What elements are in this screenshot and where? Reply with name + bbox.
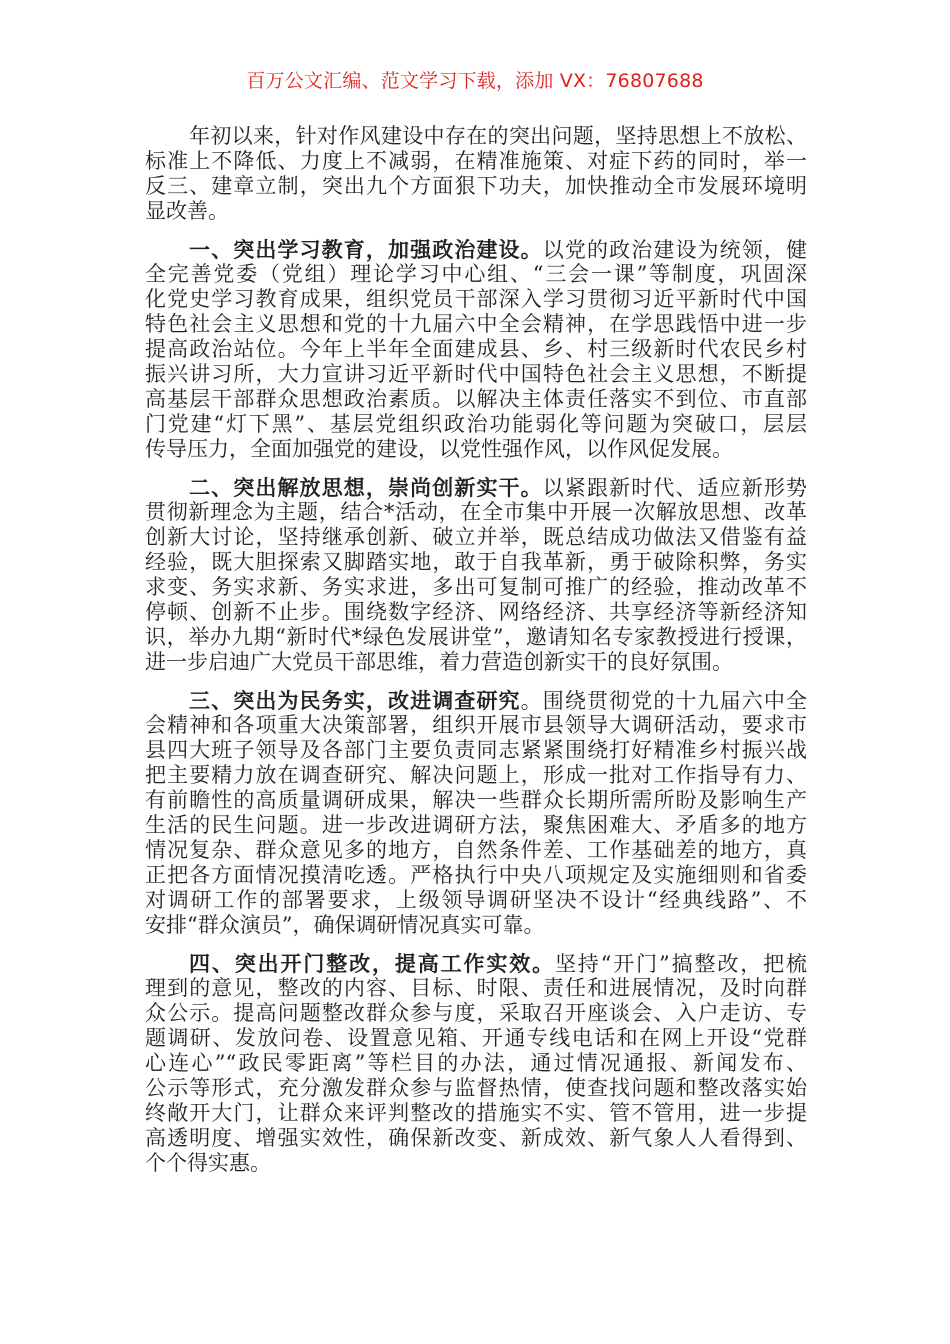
line-text: 个个得实惠。: [145, 1151, 271, 1175]
line-text: 题调研、发放问卷、设置意见箱、开通专线电话和在网上开设“党群: [145, 1026, 807, 1050]
text-line: [145, 625, 807, 650]
text-line: [145, 337, 807, 362]
text-line: [145, 1076, 807, 1101]
text-line: [145, 550, 807, 575]
section-heading: 三、突出为民务实，改进调查研究: [189, 688, 521, 713]
text-line: [145, 813, 807, 838]
line-text: 生活的民生问题。进一步改进调研方法，聚焦困难大、矛盾多的地方: [145, 813, 807, 837]
section-heading: 四、突出开门整改，提高工作实效。: [189, 951, 555, 976]
text-line: [145, 838, 807, 863]
line-text: 以党的政治建设为统领，健: [542, 238, 808, 262]
text-line: [145, 199, 807, 224]
line-text: 把主要精力放在调查研究、解决问题上，形成一批对工作指导有力、: [145, 763, 807, 787]
text-line: [145, 1101, 807, 1126]
paragraph: [145, 951, 807, 1176]
line-text: 求变、务实求新、务实求进，多出可复制可推广的经验，推动改革不: [145, 575, 807, 599]
line-text: 众公示。提高问题整改群众参与度，采取召开座谈会、入户走访、专: [145, 1001, 807, 1025]
line-text: 特色社会主义思想和党的十九届六中全会精神，在学思践悟中进一步: [145, 312, 807, 336]
text-line: [145, 650, 807, 675]
line-text: 高基层干部群众思想政治素质。以解决主体责任落实不到位、市直部: [145, 387, 807, 411]
line-text: 传导压力，全面加强党的建设，以党性强作风，以作风促发展。: [145, 437, 733, 461]
text-line: [145, 951, 807, 976]
text-line: [145, 976, 807, 1001]
document-body: [145, 124, 807, 1189]
line-text: 正把各方面情况摸清吃透。严格执行中央八项规定及实施细则和省委: [145, 863, 807, 887]
line-text: 以紧跟新时代、适应新形势: [542, 476, 808, 500]
line-text: 化党史学习教育成果，组织党员干部深入学习贯彻习近平新时代中国: [145, 287, 807, 311]
line-text: 。围绕贯彻党的十九届六中全: [520, 689, 808, 713]
text-line: [145, 262, 807, 287]
text-line: [145, 788, 807, 813]
paragraph: [145, 475, 807, 675]
text-line: [145, 1026, 807, 1051]
line-text: 反三、建章立制，突出九个方面狠下功夫，加快推动全市发展环境明: [145, 174, 807, 198]
text-line: [145, 713, 807, 738]
line-text: 创新大讨论，坚持继承创新、破立并举，既总结成功做法又借鉴有益: [145, 525, 807, 549]
line-text: 坚持“开门”搞整改，把梳: [554, 952, 807, 976]
paragraph: [145, 688, 807, 938]
line-text: 经验，既大胆探索又脚踏实地，敢于自我革新，勇于破除积弊，务实: [145, 550, 807, 574]
line-text: 识，举办九期“新时代*绿色发展讲堂”，邀请知名专家教授进行授课，: [145, 625, 807, 649]
paragraph: [145, 124, 807, 224]
line-text: 标准上不降低、力度上不减弱，在精准施策、对症下药的同时，举一: [145, 149, 807, 173]
text-line: [145, 124, 807, 149]
line-text: 心连心”“政民零距离”等栏目的办法，通过情况通报、新闻发布、: [145, 1051, 807, 1075]
line-text: 理到的意见，整改的内容、目标、时限、责任和进展情况，及时向群: [145, 976, 807, 1000]
line-text: 县四大班子领导及各部门主要负责同志紧紧围绕打好精准乡村振兴战: [145, 738, 807, 762]
text-line: [145, 387, 807, 412]
text-line: [145, 287, 807, 312]
line-text: 全完善党委（党组）理论学习中心组、“三会一课”等制度，巩固深: [145, 262, 807, 286]
text-line: [145, 475, 807, 500]
text-line: [145, 1001, 807, 1026]
section-heading: 一、突出学习教育，加强政治建设。: [189, 237, 543, 262]
text-line: [145, 575, 807, 600]
line-text: 会精神和各项重大决策部署，组织开展市县领导大调研活动，要求市: [145, 713, 807, 737]
line-text: 门党建“灯下黑”、基层党组织政治功能弱化等问题为突破口，层层: [145, 412, 807, 436]
text-line: [145, 412, 807, 437]
text-line: [145, 525, 807, 550]
text-line: [145, 738, 807, 763]
line-text: 贯彻新理念为主题，结合*活动，在全市集中开展一次解放思想、改革: [145, 500, 807, 524]
text-line: [145, 237, 807, 262]
paragraph: [145, 237, 807, 462]
text-line: [145, 863, 807, 888]
text-line: [145, 149, 807, 174]
text-line: [145, 888, 807, 913]
line-text: 振兴讲习所，大力宣讲习近平新时代中国特色社会主义思想，不断提: [145, 362, 807, 386]
line-text: 年初以来，针对作风建设中存在的突出问题，坚持思想上不放松、: [189, 124, 807, 148]
line-text: 停顿、创新不止步。围绕数字经济、网络经济、共享经济等新经济知: [145, 600, 807, 624]
text-line: [145, 1051, 807, 1076]
line-text: 进一步启迪广大党员干部思维，着力营造创新实干的良好氛围。: [145, 650, 733, 674]
line-text: 终敞开大门，让群众来评判整改的措施实不实、管不管用，进一步提: [145, 1101, 807, 1125]
line-text: 公示等形式，充分激发群众参与监督热情，使查找问题和整改落实始: [145, 1076, 807, 1100]
section-heading: 二、突出解放思想，崇尚创新实干。: [189, 475, 543, 500]
text-line: [145, 312, 807, 337]
text-line: [145, 362, 807, 387]
line-text: 安排“群众演员”，确保调研情况真实可靠。: [145, 913, 545, 937]
text-line: [145, 1151, 807, 1176]
line-text: 提高政治站位。今年上半年全面建成县、乡、村三级新时代农民乡村: [145, 337, 807, 361]
text-line: [145, 437, 807, 462]
text-line: [145, 913, 807, 938]
line-text: 有前瞻性的高质量调研成果，解决一些群众长期所需所盼及影响生产: [145, 788, 807, 812]
line-text: 情况复杂、群众意见多的地方，自然条件差、工作基础差的地方，真: [145, 838, 807, 862]
text-line: [145, 688, 807, 713]
line-text: 显改善。: [145, 199, 229, 223]
text-line: [145, 1126, 807, 1151]
text-line: [145, 500, 807, 525]
text-line: [145, 600, 807, 625]
text-line: [145, 763, 807, 788]
watermark-banner: 百万公文汇编、范文学习下载，添加 VX：76807688: [246, 70, 704, 92]
text-line: [145, 174, 807, 199]
line-text: 高透明度、增强实效性，确保新改变、新成效、新气象人人看得到、: [145, 1126, 807, 1150]
line-text: 对调研工作的部署要求，上级领导调研坚决不设计“经典线路”、不: [145, 888, 807, 912]
